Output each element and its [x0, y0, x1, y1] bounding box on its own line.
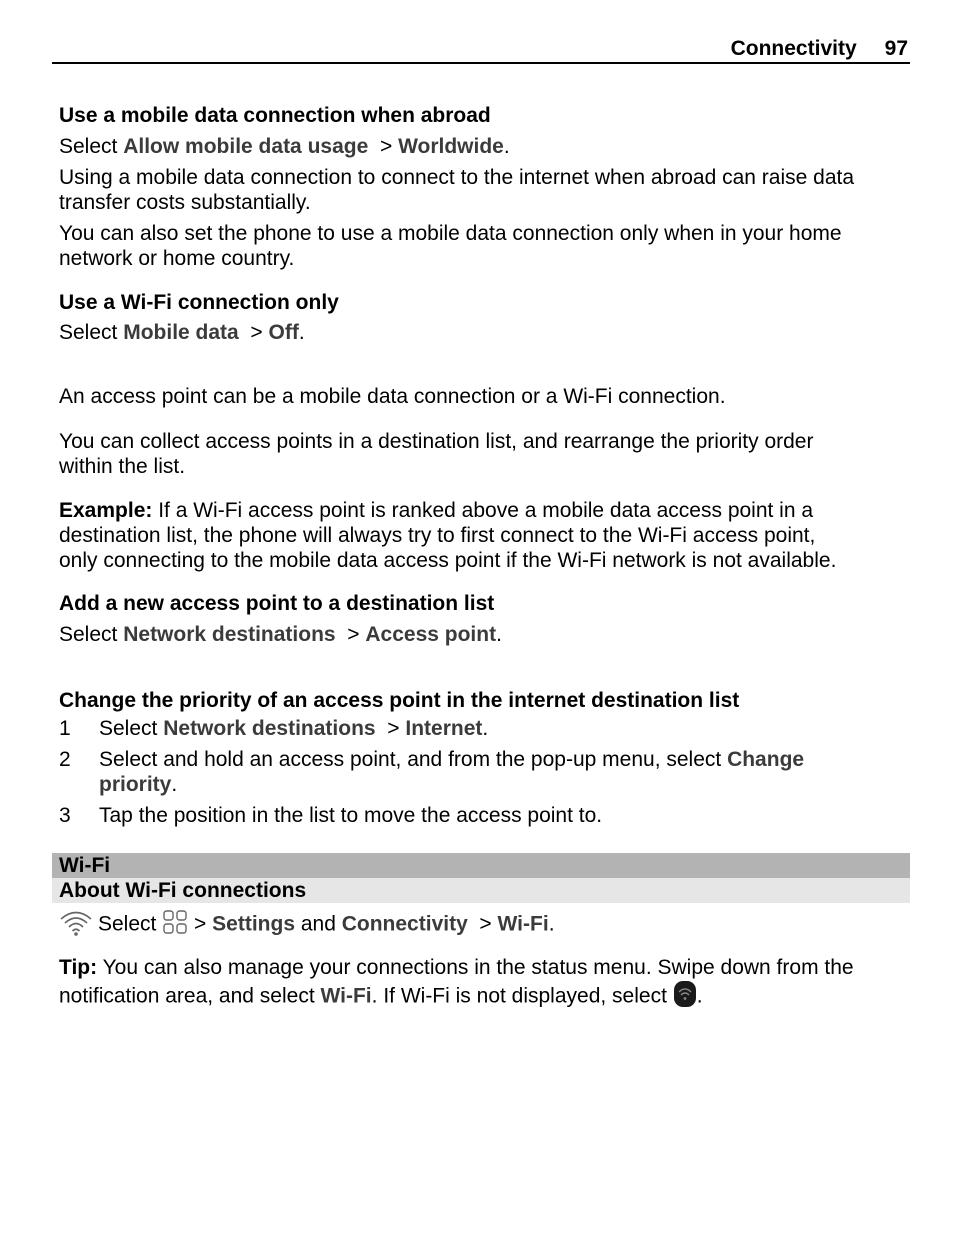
off-option: Off [268, 321, 299, 344]
text-line: transfer costs substantially. [59, 191, 311, 214]
text-line: You can also set the phone to use a mobile data connection only when in your home [59, 222, 842, 245]
step-1: Select Network destinations > Internet. [99, 717, 489, 740]
header-rule [52, 62, 910, 64]
worldwide-option: Worldwide [398, 135, 504, 158]
network-destinations-option: Network destinations [123, 623, 336, 646]
text-line: If a Wi-Fi access point is ranked above a mobile data access point in a [158, 499, 814, 522]
abroad-instruction: Select Allow mobile data usage > Worldwide. [59, 135, 510, 158]
page-number: 97 [884, 37, 908, 60]
access-point-para2 [59, 429, 909, 479]
text-line: only connecting to the mobile data access point if the Wi-Fi network is not available. [59, 549, 837, 572]
step-text: Select and hold an access point, and from the pop-up menu, select [99, 748, 722, 771]
example-label: Example: [59, 499, 153, 522]
about-wifi-heading: About Wi-Fi connections [59, 879, 307, 902]
change-priority-option: Change [727, 748, 805, 771]
internet-option: Internet [405, 717, 483, 740]
text-line: You can collect access points in a destination list, and rearrange the priority order [59, 430, 814, 453]
select-word: Select [59, 135, 118, 158]
select-word: Select [59, 623, 118, 646]
add-access-point-instruction: Select Network destinations > Access point. [59, 623, 502, 646]
abroad-heading: Use a mobile data connection when abroad [59, 104, 491, 127]
allow-mobile-data-option: Allow mobile data usage [123, 135, 369, 158]
access-point-para1: An access point can be a mobile data connection or a Wi-Fi connection. [59, 385, 726, 408]
text-line: Using a mobile data connection to connect to the internet when abroad can raise data [59, 166, 855, 189]
tip-label: Tip: [59, 956, 98, 979]
and-word: and [300, 912, 336, 936]
wifi-option: Wi-Fi [320, 984, 372, 1008]
settings-option: Settings [212, 912, 295, 936]
select-word: Select [98, 912, 157, 936]
step-number: 1 [59, 717, 71, 740]
text-line: network or home country. [59, 247, 295, 270]
wifi-signal-icon [58, 908, 94, 943]
step-3: Tap the position in the list to move the access point to. [99, 804, 603, 827]
text-line: within the list. [59, 455, 186, 478]
section-title: Connectivity [730, 37, 857, 60]
wifi-only-heading: Use a Wi-Fi connection only [59, 291, 339, 314]
wifi-toggle-icon [673, 980, 697, 1014]
text-line: You can also manage your connections in the status menu. Swipe down from the [102, 956, 854, 979]
select-word: Select [59, 321, 118, 344]
connectivity-option: Connectivity [341, 912, 468, 936]
network-destinations-option: Network destinations [163, 717, 376, 740]
wifi-only-instruction: Select Mobile data > Off. [59, 321, 305, 344]
add-access-point-heading: Add a new access point to a destination list [59, 592, 495, 615]
abroad-para2 [59, 221, 909, 271]
menu-icon [162, 909, 188, 941]
abroad-para1 [59, 165, 909, 215]
text-line: . If Wi-Fi is not displayed, select [371, 984, 667, 1008]
step-2: Select and hold an access point, and from the pop-up menu, select Change priority. [99, 748, 805, 796]
mobile-data-option: Mobile data [123, 321, 239, 344]
access-point-option: Access point [365, 623, 497, 646]
text-line: destination list, the phone will always try to first connect to the Wi-Fi access point, [59, 524, 816, 547]
section-band [52, 853, 910, 878]
wifi-instruction: Select > Settings and Connectivity > Wi-Fi. [98, 909, 898, 941]
priority-heading: Change the priority of an access point in the internet destination list [59, 689, 740, 712]
text-line: notification area, and select [59, 984, 315, 1008]
step-number: 2 [59, 748, 71, 771]
page-header [731, 37, 908, 61]
step-text: Select [99, 717, 158, 740]
tip-block: Tip: You can also manage your connections in the status menu. Swipe down from the notification area, and select Wi-Fi. If Wi-Fi is not displayed, select . [59, 955, 909, 1014]
step-number: 3 [59, 804, 71, 827]
wifi-option: Wi-Fi [497, 912, 549, 936]
example-block [59, 498, 909, 573]
change-priority-option: priority [99, 773, 172, 796]
wifi-section-title: Wi-Fi [59, 854, 111, 877]
